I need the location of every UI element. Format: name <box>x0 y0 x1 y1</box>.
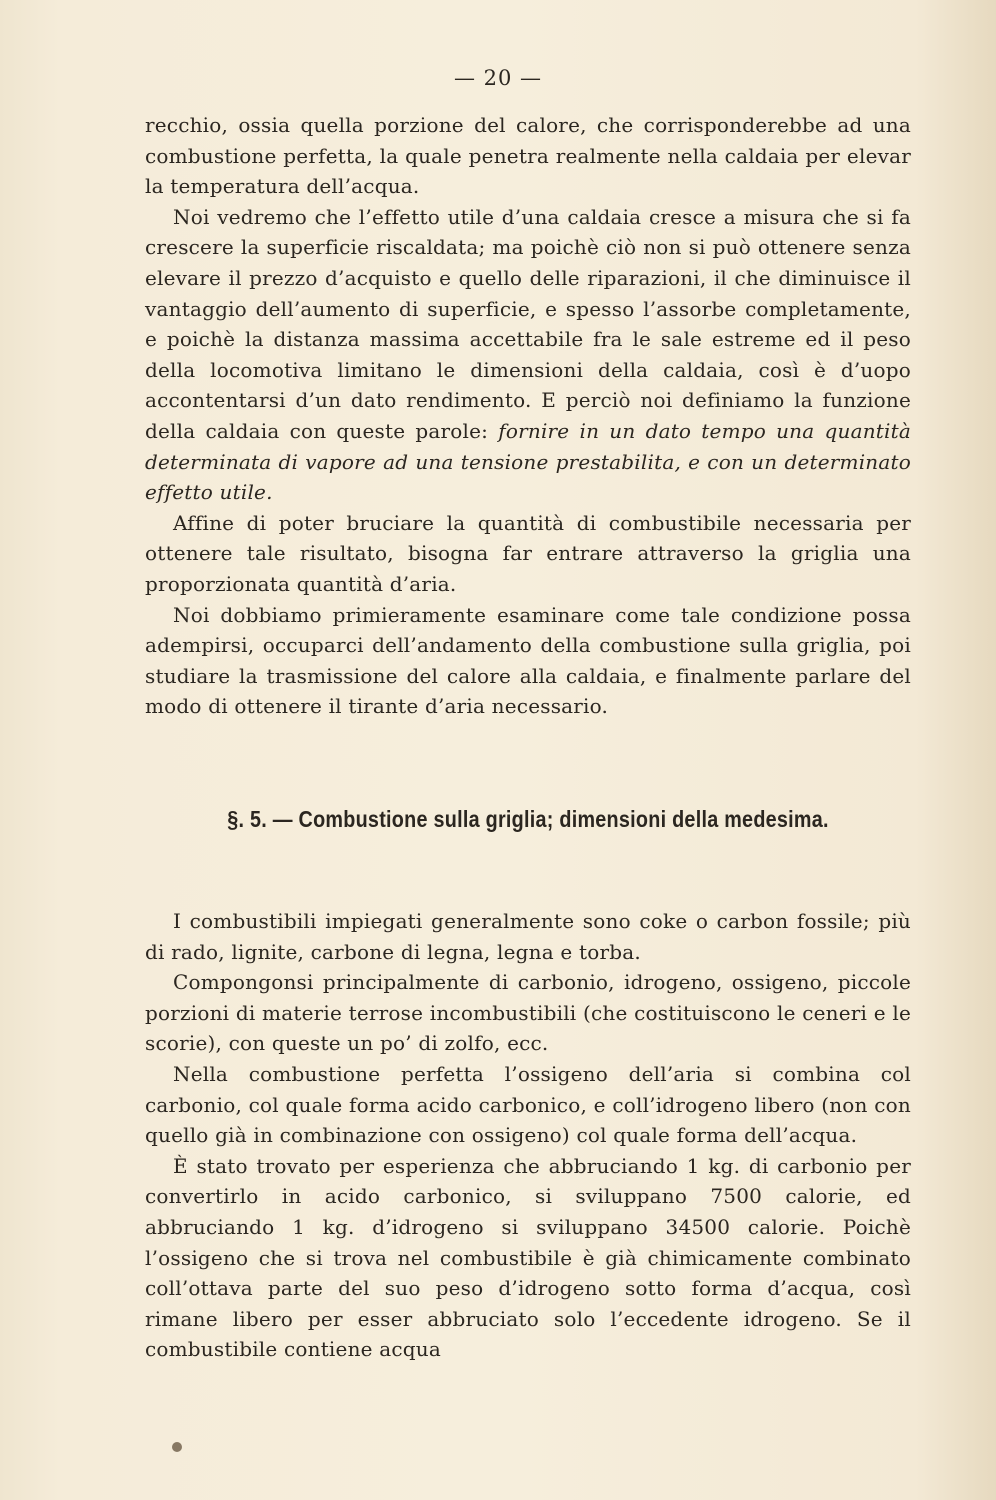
paragraph: Compongonsi principalmente di carbonio, idrogeno, ossigeno, piccole porzioni di materie terrose incombustibili (che costituiscono le ceneri e le scorie), con queste un po’ di zolfo, ecc. <box>145 970 911 1056</box>
definition-italic: fornire in un dato tempo una quantità determinata di vapore ad una tensione prestabilita, e con un determinato effetto utile. <box>145 418 911 505</box>
paragraph: Nella combustione perfetta l’ossigeno dell’aria si combina col carbonio, col quale forma acido carbonico, e coll’idrogeno libero (non con quello già in combinazione con ossigeno) col quale forma dell’acqua. <box>145 1061 911 1148</box>
intro-text <box>145 110 911 722</box>
paragraph: I combustibili impiegati generalmente sono coke o carbon fossile; più di rado, lignite, carbone di legna, legna e torba. <box>145 909 911 964</box>
section-heading: §. 5. — Combustione sulla griglia; dimensioni della medesima. <box>227 806 829 832</box>
paragraph: Affine di poter bruciare la quantità di combustibile necessaria per ottenere tale risultato, bisogna far entrare attraverso la griglia una proporzionata quantità d’aria. <box>145 510 911 596</box>
section-text <box>145 906 911 1365</box>
paragraph: È stato trovato per esperienza che abbruciando 1 kg. di carbonio per convertirlo in acido carbonico, si sviluppano 7500 calorie, ed abbruciando 1 kg. d’idrogeno si sviluppano 34500 calorie. Poichè l’ossigeno che si trova nel combustibile è già chimicamente combinato coll’ottava parte del suo peso d’idrogeno sotto forma d’acqua, così rimane libero per esser abbruciato solo l’eccedente idrogeno. Se il combustibile contiene acqua <box>145 1153 911 1362</box>
paragraph: Noi dobbiamo primieramente esaminare come tale condizione possa adempirsi, occuparci dell’andamento della combustione sulla griglia, poi studiare la trasmissione del calore alla caldaia, e finalmente parlare del modo di ottenere il tirante d’aria necessario. <box>145 602 911 719</box>
paragraph: recchio, ossia quella porzione del calore, che corrisponderebbe ad una combustione perfetta, la quale penetra realmente nella caldaia per elevar la temperatura dell’acqua. <box>145 113 911 199</box>
paragraph-text: Noi vedremo che l’effetto utile d’una caldaia cresce a misura che si fa crescere la superficie riscaldata; ma poichè ciò non si può ottenere senza elevare il prezzo d’acquisto e quello delle riparazioni, il che diminuisce il vantaggio dell’aumento di superficie, e spesso l’assorbe completamente, e poichè la distanza massima accettabile fra le sale estreme ed il peso della locomotiva limitano le dimensioni della caldaia, così è d’uopo accontentarsi d’un dato rendimento. E perciò noi definiamo la funzione della caldaia con queste parole: <box>145 204 911 443</box>
page-number: — 20 — <box>453 66 543 90</box>
ink-stain <box>172 1442 182 1452</box>
paragraph <box>145 202 911 508</box>
